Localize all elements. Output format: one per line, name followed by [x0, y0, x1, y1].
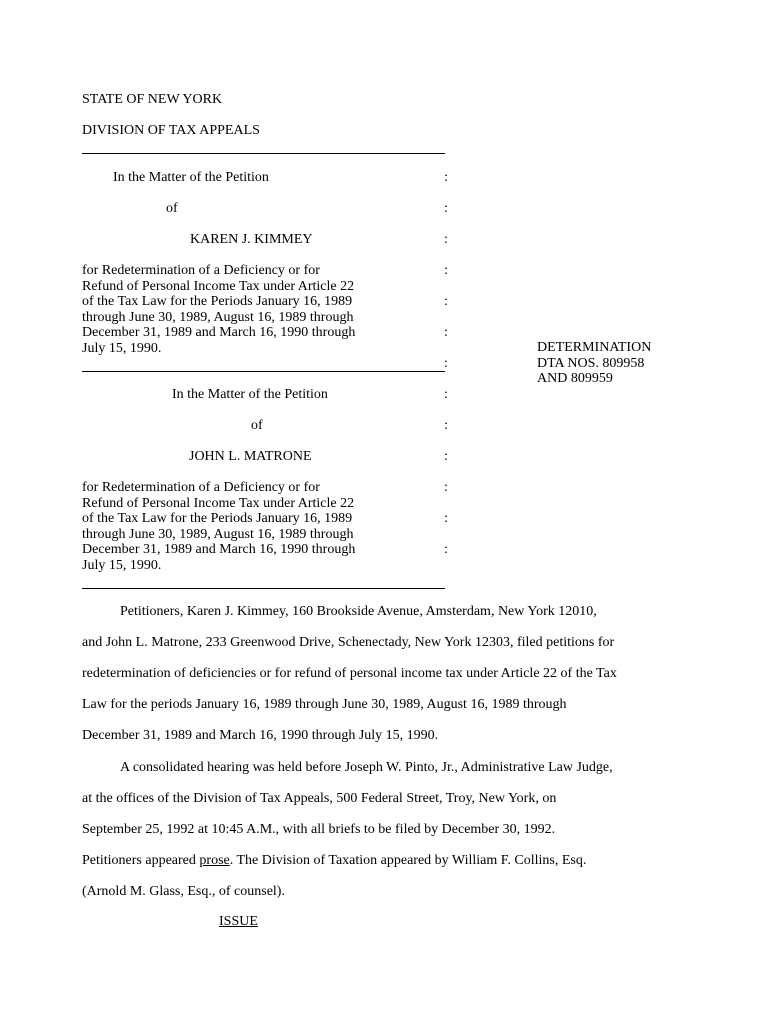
paragraph-line — [82, 845, 682, 876]
caption2-desc-line: through June 30, 1989, August 16, 1989 through — [82, 526, 354, 542]
appearance-text: Petitioners appeared — [82, 853, 200, 868]
dta-numbers-line2: AND 809959 — [537, 371, 613, 386]
caption-colon: : — [444, 418, 448, 433]
caption1-desc-line: for Redetermination of a Deficiency or for — [82, 263, 320, 278]
determination-title: DETERMINATION — [537, 340, 652, 355]
caption2-desc-line: July 15, 1990. — [82, 557, 162, 573]
paragraph-line: Petitioners, Karen J. Kimmey, 160 Brookside Avenue, Amsterdam, New York 12010, — [120, 604, 597, 619]
caption-colon: : — [444, 511, 448, 526]
caption-colon: : — [444, 387, 448, 402]
caption-colon: : — [444, 201, 448, 216]
paragraph-line: (Arnold M. Glass, Esq., of counsel). — [82, 884, 285, 899]
determination-block — [537, 340, 651, 387]
dta-numbers-line1: DTA NOS. 809958 — [537, 355, 645, 371]
caption2-description — [82, 480, 422, 573]
caption-colon: : — [444, 325, 448, 340]
caption-colon: : — [444, 449, 448, 464]
paragraph-line: at the offices of the Division of Tax Appeals, 500 Federal Street, Troy, New York, on — [82, 791, 557, 806]
caption2-matter: In the Matter of the Petition — [172, 387, 328, 402]
paragraph-petitioners — [82, 596, 682, 751]
paragraph-hearing — [82, 752, 682, 907]
appearance-text-cont: . The Division of Taxation appeared by William F. Collins, Esq. — [229, 853, 587, 868]
state-heading: STATE OF NEW YORK — [82, 92, 223, 107]
divider-bottom — [82, 588, 445, 589]
divider-middle — [82, 371, 445, 372]
paragraph-line: A consolidated hearing was held before Joseph W. Pinto, Jr., Administrative Law Judge, — [120, 760, 613, 775]
caption1-description — [82, 263, 422, 356]
paragraph-line: and John L. Matrone, 233 Greenwood Drive, Schenectady, New York 12303, filed petitions for — [82, 635, 615, 650]
issue-heading: ISSUE — [219, 914, 258, 929]
caption1-desc-line: through June 30, 1989, August 16, 1989 through — [82, 309, 354, 325]
caption2-of: of — [251, 418, 263, 433]
caption-colon: : — [444, 542, 448, 557]
caption1-matter: In the Matter of the Petition — [113, 170, 269, 185]
divider-top — [82, 153, 445, 154]
caption1-desc-line: of the Tax Law for the Periods January 16, 1989 — [82, 294, 353, 309]
caption1-name: KAREN J. KIMMEY — [190, 232, 313, 247]
caption-colon: : — [444, 232, 448, 247]
caption2-desc-line: of the Tax Law for the Periods January 16, 1989 — [82, 511, 353, 526]
caption1-desc-line: December 31, 1989 and March 16, 1990 through — [82, 325, 356, 340]
caption-colon: : — [444, 263, 448, 278]
division-heading: DIVISION OF TAX APPEALS — [82, 123, 260, 138]
paragraph-line: September 25, 1992 at 10:45 A.M., with all briefs to be filed by December 30, 1992. — [82, 822, 556, 837]
paragraph-line: Law for the periods January 16, 1989 through June 30, 1989, August 16, 1989 through — [82, 697, 567, 712]
caption-colon: : — [444, 294, 448, 309]
caption1-desc-line: July 15, 1990. — [82, 340, 162, 356]
caption1-desc-line: Refund of Personal Income Tax under Article 22 — [82, 278, 355, 294]
caption1-of: of — [166, 201, 178, 216]
paragraph-line: December 31, 1989 and March 16, 1990 through July 15, 1990. — [82, 728, 439, 743]
caption2-desc-line: December 31, 1989 and March 16, 1990 through — [82, 542, 356, 557]
caption2-desc-line: for Redetermination of a Deficiency or for — [82, 480, 320, 495]
caption-colon: : — [444, 356, 448, 371]
paragraph-line: redetermination of deficiencies or for refund of personal income tax under Article 22 of the Tax — [82, 666, 617, 681]
prose-underlined: prose — [199, 853, 230, 868]
caption-colon: : — [444, 170, 448, 185]
caption-colon: : — [444, 480, 448, 495]
caption2-desc-line: Refund of Personal Income Tax under Article 22 — [82, 495, 355, 511]
caption2-name: JOHN L. MATRONE — [189, 449, 312, 464]
